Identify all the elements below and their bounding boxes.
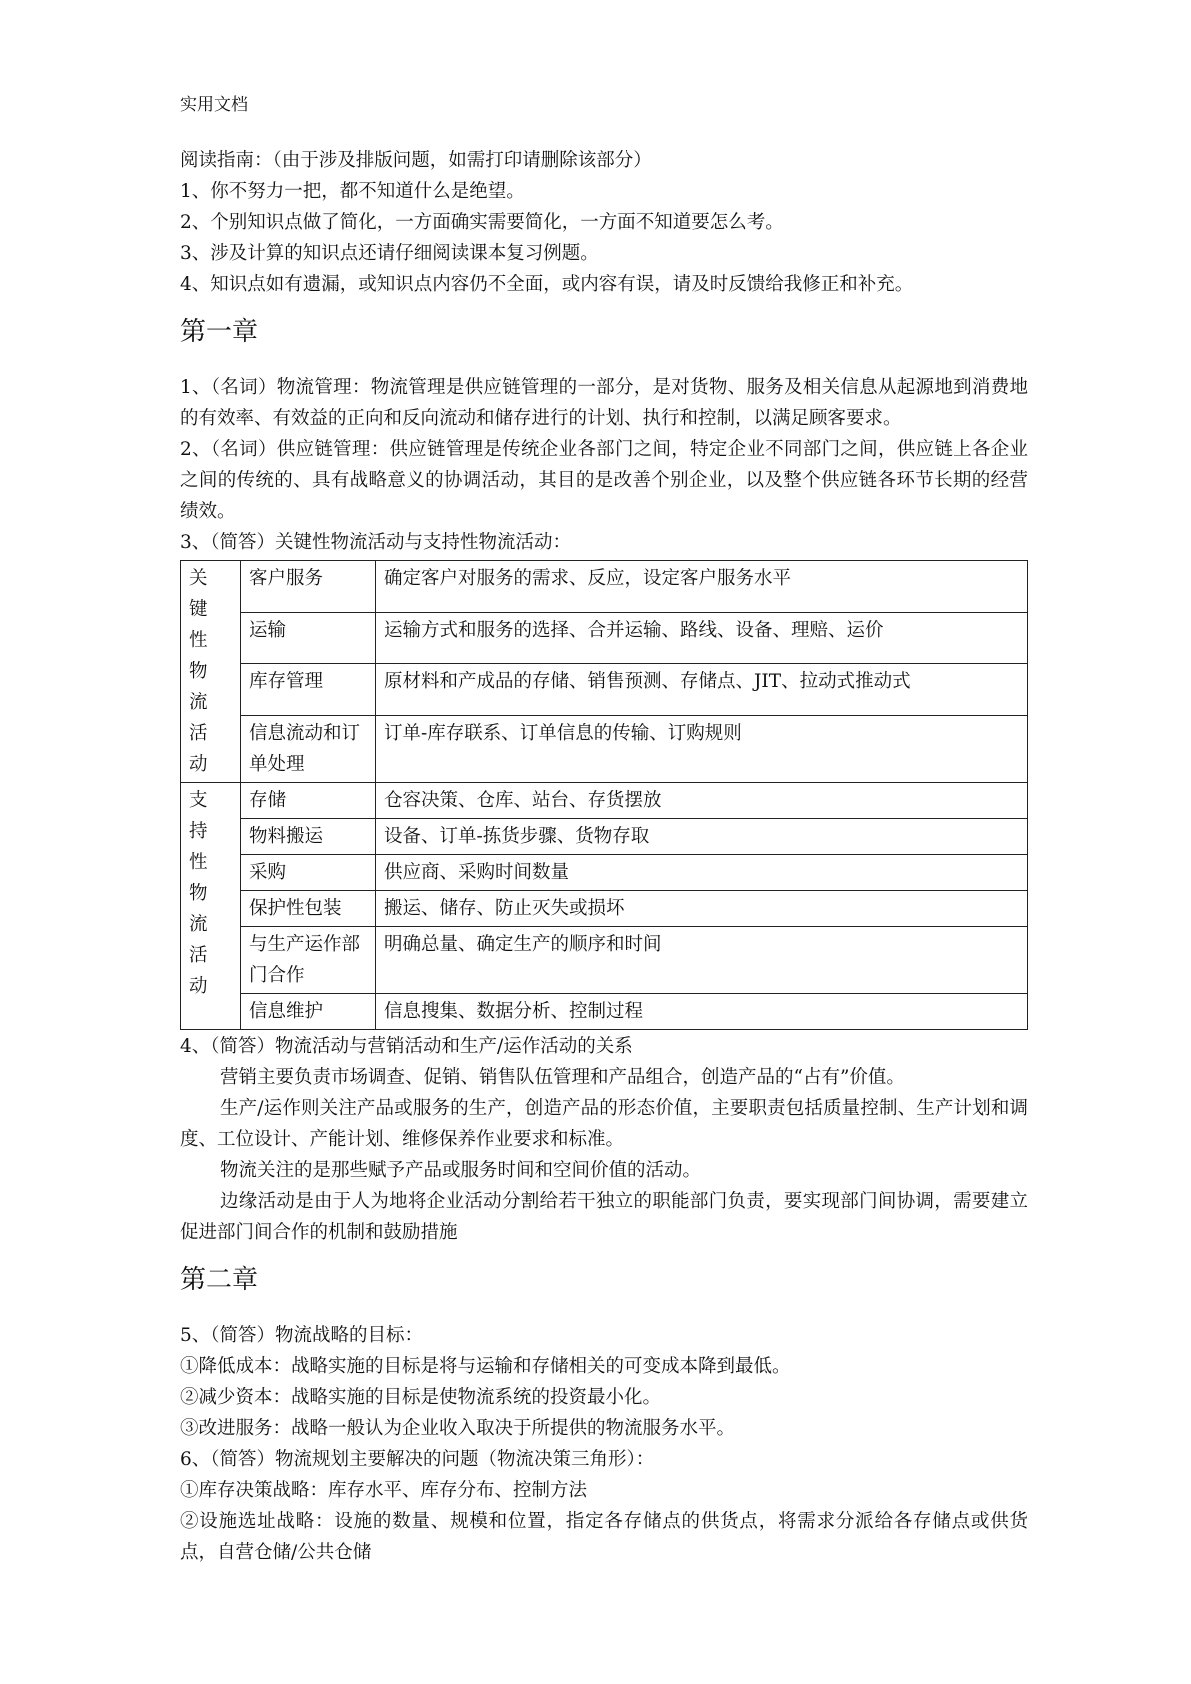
activity-name: 与生产运作部门合作 (241, 927, 376, 994)
activity-desc: 信息搜集、数据分析、控制过程 (376, 994, 1028, 1030)
chapter-2-title: 第二章 (180, 1265, 259, 1295)
table-row (181, 716, 1028, 783)
activity-desc: 确定客户对服务的需求、反应，设定客户服务水平 (376, 561, 1028, 613)
table-row (181, 994, 1028, 1030)
table-row (181, 819, 1028, 855)
guide-item-3: 3、涉及计算的知识点还请仔细阅读课本复习例题。 (180, 243, 599, 264)
support-activities-label: 支持性物流活动 (181, 783, 241, 1030)
activity-desc: 供应商、采购时间数量 (376, 855, 1028, 891)
logistics-activities-table (180, 560, 1028, 1030)
activity-name: 信息流动和订单处理 (241, 716, 376, 783)
activity-desc: 搬运、储存、防止灭失或损坏 (376, 891, 1028, 927)
activity-name: 运输 (241, 612, 376, 664)
table-row (181, 561, 1028, 613)
activity-desc: 运输方式和服务的选择、合并运输、路线、设备、理赔、运价 (376, 612, 1028, 664)
activity-name: 采购 (241, 855, 376, 891)
question-1: 1、（名词）物流管理：物流管理是供应链管理的一部分，是对货物、服务及相关信息从起源地到消费地的有效率、有效益的正向和反向流动和储存进行的计划、执行和控制，以满足顾客要求。 (180, 377, 1028, 429)
document-body (180, 145, 1028, 1568)
activity-desc: 设备、订单-拣货步骤、货物存取 (376, 819, 1028, 855)
table-row (181, 927, 1028, 994)
activity-name: 客户服务 (241, 561, 376, 613)
activity-desc: 明确总量、确定生产的顺序和时间 (376, 927, 1028, 994)
chapter-1-title: 第一章 (180, 317, 259, 347)
activity-name: 存储 (241, 783, 376, 819)
key-activities-label: 关键性物流活动 (181, 561, 241, 783)
q5-item-3: ③改进服务：战略一般认为企业收入取决于所提供的物流服务水平。 (180, 1418, 736, 1439)
q4-paragraph-4: 边缘活动是由于人为地将企业活动分割给若干独立的职能部门负责，要实现部门间协调，需要建立促进部门间合作的机制和鼓励措施 (180, 1191, 1028, 1243)
q6-item-2: ②设施选址战略：设施的数量、规模和位置，指定各存储点的供货点，将需求分派给各存储点或供货点，自营仓储/公共仓储 (180, 1511, 1028, 1563)
activity-desc: 仓容决策、仓库、站台、存货摆放 (376, 783, 1028, 819)
table-row (181, 891, 1028, 927)
activity-name: 保护性包装 (241, 891, 376, 927)
q4-paragraph-1: 营销主要负责市场调查、促销、销售队伍管理和产品组合，创造产品的“占有”价值。 (220, 1067, 905, 1088)
q6-item-1: ①库存决策战略：库存水平、库存分布、控制方法 (180, 1480, 588, 1501)
q5-item-1: ①降低成本：战略实施的目标是将与运输和存储相关的可变成本降到最低。 (180, 1356, 791, 1377)
activity-name: 信息维护 (241, 994, 376, 1030)
table-row (181, 783, 1028, 819)
reading-guide-title: 阅读指南：（由于涉及排版问题，如需打印请删除该部分） (180, 150, 652, 171)
q5-item-2: ②减少资本：战略实施的目标是使物流系统的投资最小化。 (180, 1387, 662, 1408)
table-row (181, 855, 1028, 891)
table-row (181, 664, 1028, 716)
guide-item-2: 2、个别知识点做了简化，一方面确实需要简化，一方面不知道要怎么考。 (180, 212, 784, 233)
question-6: 6、（简答）物流规划主要解决的问题（物流决策三角形）： (180, 1449, 655, 1470)
page-header: 实用文档 (180, 95, 248, 115)
guide-item-1: 1、你不努力一把，都不知道什么是绝望。 (180, 181, 525, 202)
question-4: 4、（简答）物流活动与营销活动和生产/运作活动的关系 (180, 1036, 633, 1057)
activity-name: 物料搬运 (241, 819, 376, 855)
activity-name: 库存管理 (241, 664, 376, 716)
question-2: 2、（名词）供应链管理：供应链管理是传统企业各部门之间，特定企业不同部门之间，供应链上各企业之间的传统的、具有战略意义的协调活动，其目的是改善个别企业，以及整个供应链各环节长期的经营绩效。 (180, 439, 1028, 522)
activity-desc: 原材料和产成品的存储、销售预测、存储点、JIT、拉动式推动式 (376, 664, 1028, 716)
q4-paragraph-2: 生产/运作则关注产品或服务的生产，创造产品的形态价值，主要职责包括质量控制、生产计划和调度、工位设计、产能计划、维修保养作业要求和标准。 (180, 1098, 1028, 1150)
activity-desc: 订单-库存联系、订单信息的传输、订购规则 (376, 716, 1028, 783)
question-3: 3、（简答）关键性物流活动与支持性物流活动： (180, 532, 572, 553)
q4-paragraph-3: 物流关注的是那些赋予产品或服务时间和空间价值的活动。 (220, 1160, 702, 1181)
guide-item-4: 4、知识点如有遗漏，或知识点内容仍不全面，或内容有误，请及时反馈给我修正和补充。 (180, 274, 914, 295)
table-row (181, 612, 1028, 664)
question-5: 5、（简答）物流战略的目标： (180, 1325, 424, 1346)
